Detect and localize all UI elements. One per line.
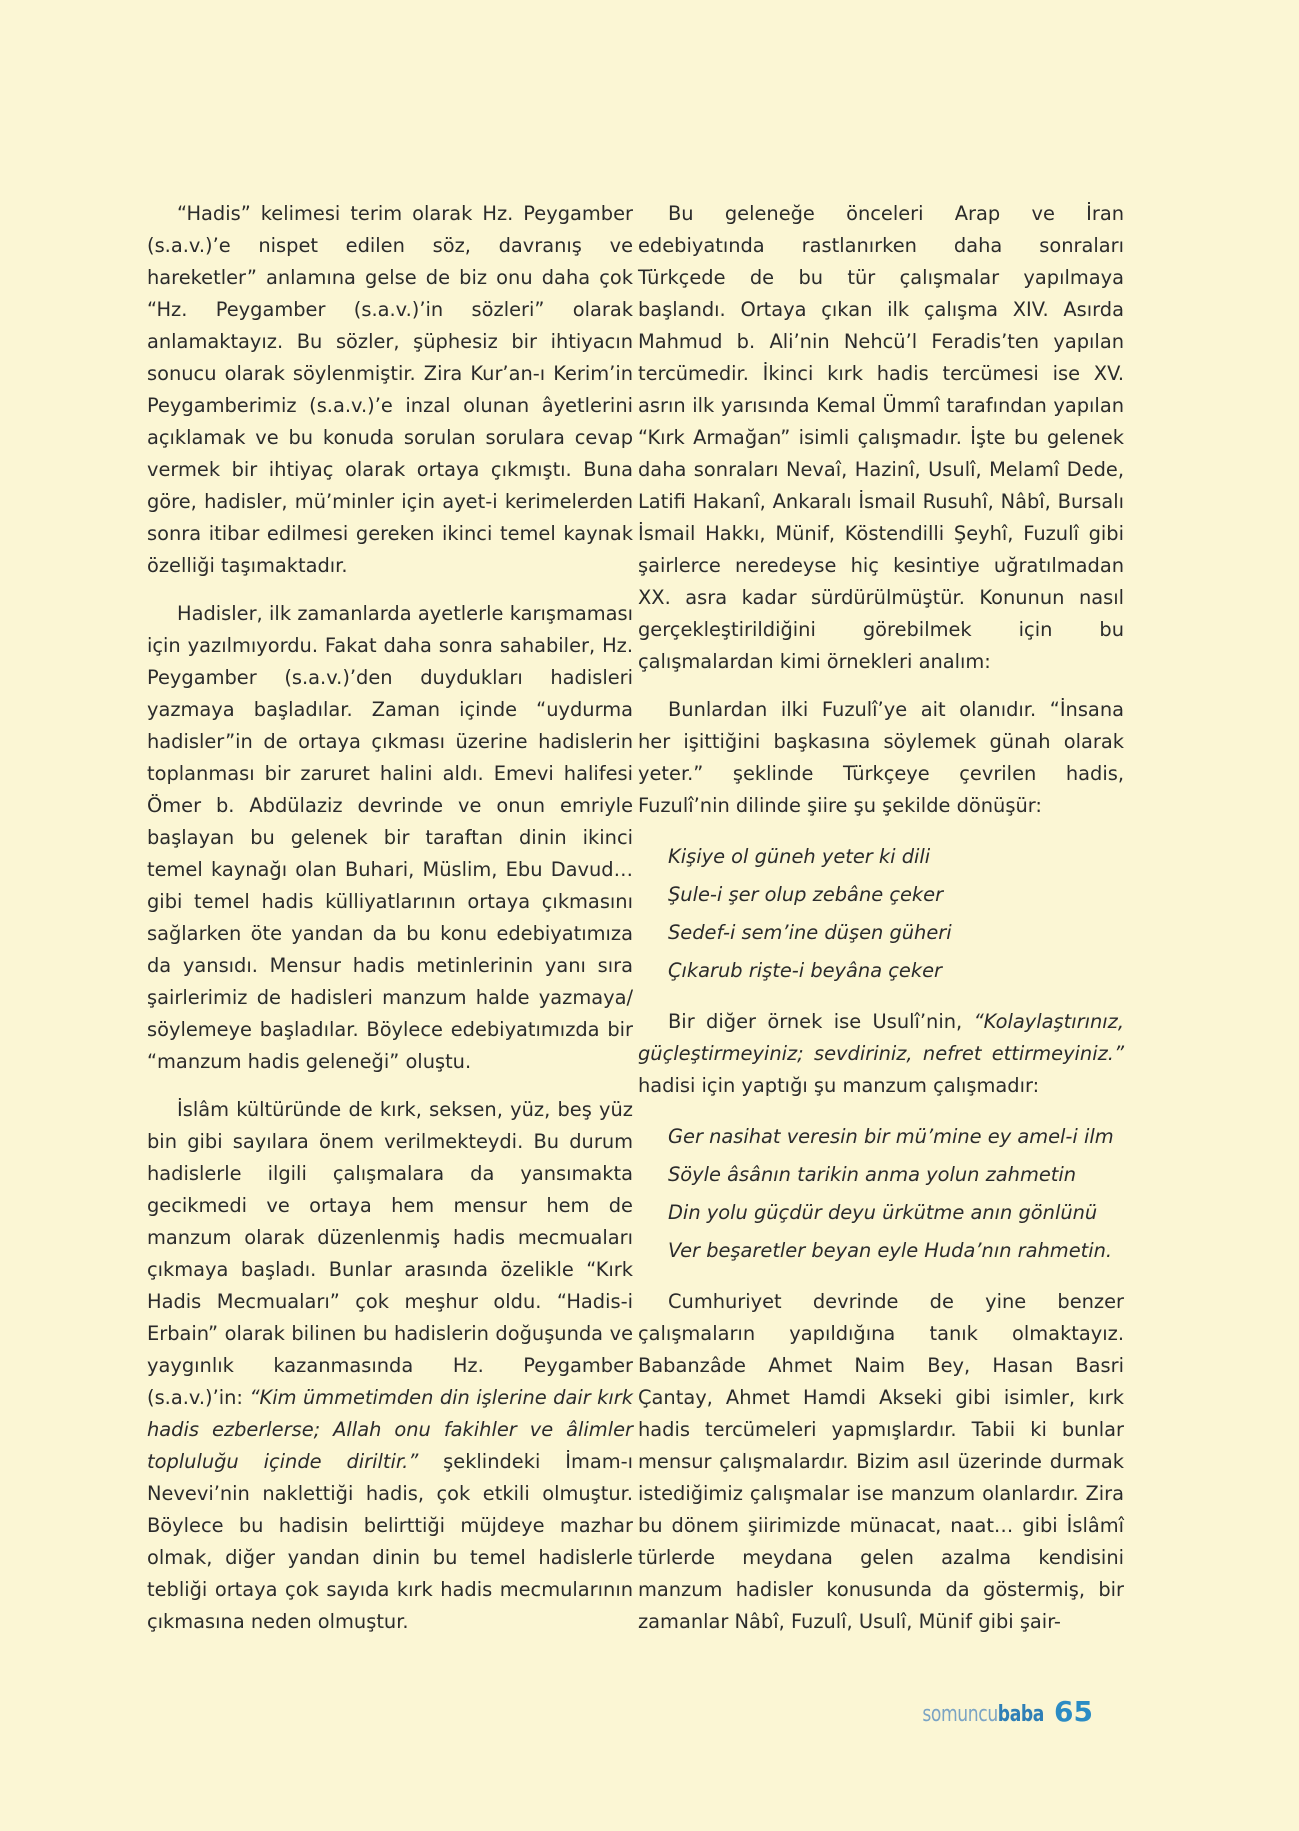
paragraph-cumhuriyet: Cumhuriyet devrinde de yine benzer çalışmaların yapıldığına tanık olmaktayız. Babanzâde Ahmet Naim Bey, Hasan Basri Çantay, Ahmet Hamdi Akseki gibi isimler, kırk hadis tercümeleri yapmışlardır. Tabii ki bunlar mensur çalışmalardır. Bizim asıl üzerinde durmak istediğimiz çalışmalar ise manzum olanlardır. Zira bu dönem şiirimizde münacat, naat… gibi İslâmî türlerde meydana gelen azalma kendisini manzum hadisler konusunda da göstermiş, bir zamanlar Nâbî, Fuzulî, Usulî, Münif gibi şair- (638, 1290, 1124, 1633)
page-number: 65 (1054, 1695, 1093, 1728)
verse-line: Sedef-i sem’ine düşen güheri (668, 921, 952, 944)
hadis-quote: “Kim ümmetimden din işlerine dair kırk hadis ezberlerse; Allah onu fakihler ve âlimler topluluğu içinde diriltir.” (147, 1386, 633, 1473)
paragraph-usuli: Bir diğer örnek ise Usulî’nin, “Kolaylaştırınız, güçleştirmeyiniz; sevdiriniz, nefret ettirmeyiniz.” hadisi için yaptığı şu manzum çalışmadır: (638, 1010, 1124, 1097)
verse-line: Kişiye ol güneh yeter ki dili (668, 845, 931, 868)
verse-line: Çıkarub rişte-i beyâna çeker (668, 959, 942, 982)
page-footer (888, 1695, 1093, 1735)
verse-line: Ver beşaretler beyan eyle Huda’nın rahmetin. (668, 1239, 1113, 1262)
verse-line: Söyle âsânın tarikin anma yolun zahmetin (668, 1163, 1077, 1186)
verse-fuzuli (668, 838, 1124, 990)
paragraph-hadis-history: Hadisler, ilk zamanlarda ayetlerle karışmaması için yazılmıyordu. Fakat daha sonra sahabiler, Hz. Peygamber (s.a.v.)’den duydukları hadisleri yazmaya başladılar. Zaman içinde “uydurma hadisler”in de ortaya çıkması üzerine hadislerin toplanması bir zaruret halini aldı. Emevi halifesi Ömer b. Abdülaziz devrinde ve onun emriyle başlayan bu gelenek bir taraftan dinin ikinci temel kaynağı olan Buhari, Müslim, Ebu Davud… gibi temel hadis külliyatlarının ortaya çıkmasını sağlarken öte yandan da bu konu edebiyatımıza da yansıdı. Mensur hadis metinlerinin yanı sıra şairlerimiz de hadisleri manzum halde yazmaya/ söylemeye başladılar. Böylece edebiyatımızda bir “manzum hadis geleneği” oluştu. (147, 602, 633, 1073)
paragraph-hadis-definition: “Hadis” kelimesi terim olarak Hz. Peygamber (s.a.v.)’e nispet edilen söz, davranış ve hareketler” anlamına gelse de biz onu daha çok “Hz. Peygamber (s.a.v.)’in sözleri” olarak anlamaktayız. Bu sözler, şüphesiz bir ihtiyacın sonucu olarak söylenmiştir. Zira Kur’an-ı Kerim’in Peygamberimiz (s.a.v.)’e inzal olunan âyetlerini açıklamak ve bu konuda sorulan sorulara cevap vermek bir ihtiyaç olarak ortaya çıkmıştı. Buna göre, hadisler, mü’minler için ayet-i kerimelerden sonra itibar edilmesi gereken ikinci temel kaynak özelliği taşımaktadır. (147, 202, 633, 577)
verse-line: Ger nasihat veresin bir mü’mine ey amel-i ilm (668, 1125, 1114, 1148)
verse-line: Şule-i şer olup zebâne çeker (668, 883, 944, 906)
verse-line: Din yolu güçdür deyu ürkütme anın gönlünü (668, 1201, 1098, 1224)
right-column (638, 198, 1124, 1654)
paragraph-fuzuli: Bunlardan ilki Fuzulî’ye ait olanıdır. “İnsana her işittiğini başkasına söylemek günah olarak yeter.” şeklinde Türkçeye çevrilen hadis, Fuzulî’nin dilinde şiire şu şekilde dönüşür: (638, 698, 1124, 817)
left-column (147, 198, 633, 1654)
paragraph-tradition: Bu geleneğe önceleri Arap ve İran edebiyatında rastlanırken daha sonraları Türkçede de bu tür çalışmalar yapılmaya başlandı. Ortaya çıkan ilk çalışma XIV. Asırda Mahmud b. Ali’nin Nehcü’l Feradis’ten yapılan tercümedir. İkinci kırk hadis tercümesi ise XV. asrın ilk yarısında Kemal Ümmî tarafından yapılan “Kırk Armağan” isimli çalışmadır. İşte bu gelenek daha sonraları Nevaî, Hazinî, Usulî, Melamî Dede, Latifi Hakanî, Ankaralı İsmail Rusuhî, Nâbî, Bursalı İsmail Hakkı, Münif, Köstendilli Şeyhî, Fuzulî gibi şairlerce neredeyse hiç kesintiye uğratılmadan XX. asra kadar sürdürülmüştür. Konunun nasıl gerçekleştirildiğini görebilmek için bu çalışmalardan kimi örnekleri analım: (638, 202, 1124, 673)
magazine-logo: somuncubaba (922, 1702, 1045, 1727)
verse-usuli (668, 1118, 1124, 1270)
paragraph-kirk-hadis: İslâm kültüründe de kırk, seksen, yüz, beş yüz bin gibi sayılara önem verilmekteydi. Bu durum hadislerle ilgili çalışmalara da yansımakta gecikmedi ve ortaya hem mensur hem de manzum olarak düzenlenmiş hadis mecmuaları çıkmaya başladı. Bunlar arasında özelikle “Kırk Hadis Mecmuaları” çok meşhur oldu. “Hadis-i Erbain” olarak bilinen bu hadislerin doğuşunda ve yaygınlık kazanmasında Hz. Peygamber (s.a.v.)’in: “Kim ümmetimden din işlerine dair kırk hadis ezberlerse; Allah onu fakihler ve âlimler topluluğu içinde diriltir.” şeklindeki İmam-ı Nevevi’nin naklettiği hadis, çok etkili olmuştur. Böylece bu hadisin belirttiği müjdeye mazhar olmak, diğer yandan dinin bu temel hadislerle tebliği ortaya çok sayıda kırk hadis mecmularının çıkmasına neden olmuştur. (147, 1098, 633, 1633)
hadis-quote: “Kolaylaştırınız, güçleştirmeyiniz; sevdiriniz, nefret ettirmeyiniz.” (638, 1010, 1124, 1065)
